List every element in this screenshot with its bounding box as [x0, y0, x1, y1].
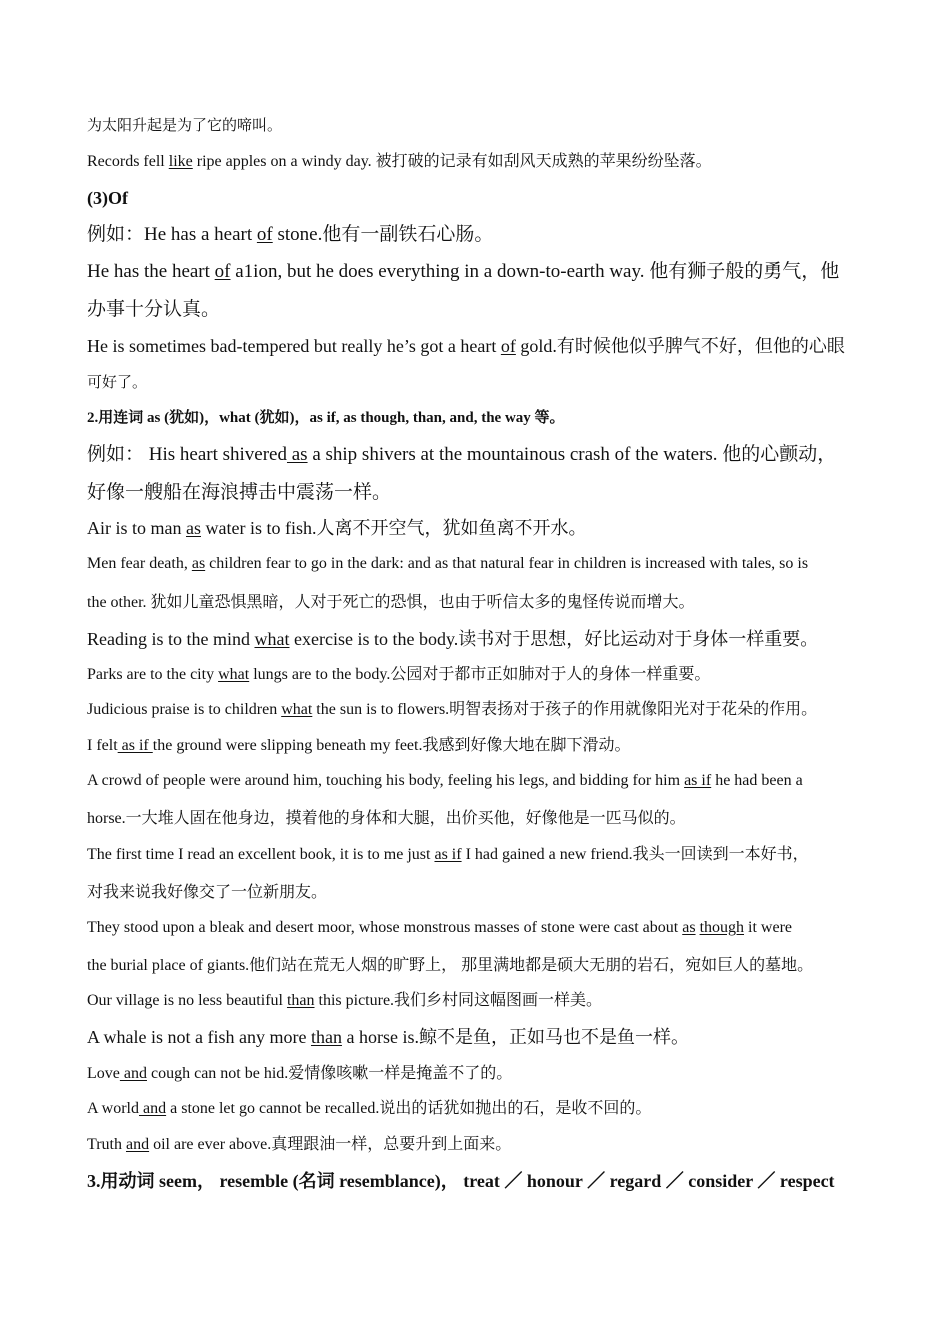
keyword-what: what — [218, 666, 250, 683]
keyword-like: like — [168, 153, 193, 170]
keyword-and: and — [119, 1065, 147, 1082]
keyword-what: what — [254, 629, 290, 649]
keyword-as-if: as if — [434, 846, 462, 863]
keyword-of: of — [500, 336, 516, 356]
keyword-than: than — [310, 1027, 342, 1047]
text-line: I felt as if the ground were slipping beneath my feet.我感到好像大地在脚下滑动。 — [87, 737, 631, 754]
text-line: A crowd of people were around him, touching his body, feeling his legs, and bidding for him as if he had been a — [87, 772, 803, 789]
keyword-as: as — [286, 444, 308, 465]
text-line: He has the heart of a1ion, but he does everything in a down-to-earth way. 他有狮子般的勇气，他 — [87, 261, 840, 282]
keyword-than: than — [286, 992, 315, 1009]
keyword-as: as — [191, 555, 206, 572]
text-line: Love and cough can not be hid.爱情像咳嗽一样是掩盖不了的。 — [87, 1065, 513, 1082]
keyword-as-if: as if — [684, 772, 712, 789]
text-line: 例如：He has a heart of stone.他有一副铁石心肠。 — [87, 224, 494, 245]
text-line: The first time I read an excellent book, it is to me just as if I had gained a new friend.我头一回读到一本好书， — [87, 846, 809, 863]
keyword-of: of — [256, 224, 273, 245]
keyword-as: as — [682, 919, 696, 936]
text-line: the burial place of giants.他们站在荒无人烟的旷野上， 那里满地都是硕大无朋的岩石，宛如巨人的墓地。 — [87, 957, 814, 974]
text-line: Our village is no less beautiful than this picture.我们乡村同这幅图画一样美。 — [87, 992, 603, 1009]
text-line: 可好了。 — [87, 375, 148, 391]
text-line: He is sometimes bad-tempered but really he’s got a heart of gold.有时候他似乎脾气不好，但他的心眼 — [87, 336, 845, 356]
text-line: They stood upon a bleak and desert moor, whose monstrous masses of stone were cast about as though it were — [87, 919, 792, 936]
text-line: horse.一大堆人固在他身边，摸着他的身体和大腿，出价买他，好像他是一匹马似的。 — [87, 810, 686, 827]
keyword-though: though — [699, 919, 745, 936]
text-line: Men fear death, as children fear to go in the dark: and as that natural fear in children is increased with tales, so is — [87, 555, 809, 572]
keyword-and: and — [125, 1136, 150, 1153]
text-line: 例如： His heart shivered as a ship shivers at the mountainous crash of the waters. 他的心颤动， — [87, 444, 837, 465]
keyword-as-if: as if — [117, 737, 153, 754]
section-heading: 3.用动词 seem， resemble (名词 resemblance)， treat ／ honour ／ regard ／ consider ／ respect — [87, 1171, 835, 1191]
section-heading: (3)Of — [87, 188, 128, 208]
text-line: A whale is not a fish any more than a horse is.鲸不是鱼，正如马也不是鱼一样。 — [87, 1027, 689, 1047]
text-line: Records fell like ripe apples on a windy day. 被打破的记录有如刮风天成熟的苹果纷纷坠落。 — [87, 153, 712, 170]
keyword-and: and — [139, 1100, 167, 1117]
text-line: Truth and oil are ever above.真理跟油一样，总要升到上面来。 — [87, 1136, 512, 1153]
text-line: 好像一艘船在海浪搏击中震荡一样。 — [87, 482, 392, 503]
section-heading: 2.用连词 as (犹如)，what (犹如)，as if, as though, than, and, the way 等。 — [87, 410, 565, 426]
keyword-as: as — [186, 518, 201, 538]
keyword-of: of — [214, 261, 231, 282]
keyword-what: what — [281, 701, 313, 718]
text-line: 为太阳升起是为了它的啼叫。 — [87, 118, 283, 134]
text-line: 办事十分认真。 — [87, 299, 221, 320]
text-line: Air is to man as water is to fish.人离不开空气，犹如鱼离不开水。 — [87, 518, 587, 538]
text-line: the other. 犹如儿童恐惧黑暗，人对于死亡的恐惧，也由于听信太多的鬼怪传说而增大。 — [87, 594, 695, 611]
text-line: Judicious praise is to children what the sun is to flowers.明智表扬对于孩子的作用就像阳光对于花朵的作用。 — [87, 701, 818, 718]
text-line: A world and a stone let go cannot be recalled.说出的话犹如抛出的石，是收不回的。 — [87, 1100, 652, 1117]
text-line: 对我来说我好像交了一位新朋友。 — [87, 884, 328, 901]
text-line: Parks are to the city what lungs are to the body.公园对于都市正如肺对于人的身体一样重要。 — [87, 666, 711, 683]
text-line: Reading is to the mind what exercise is to the body.读书对于思想，好比运动对于身体一样重要。 — [87, 629, 819, 649]
